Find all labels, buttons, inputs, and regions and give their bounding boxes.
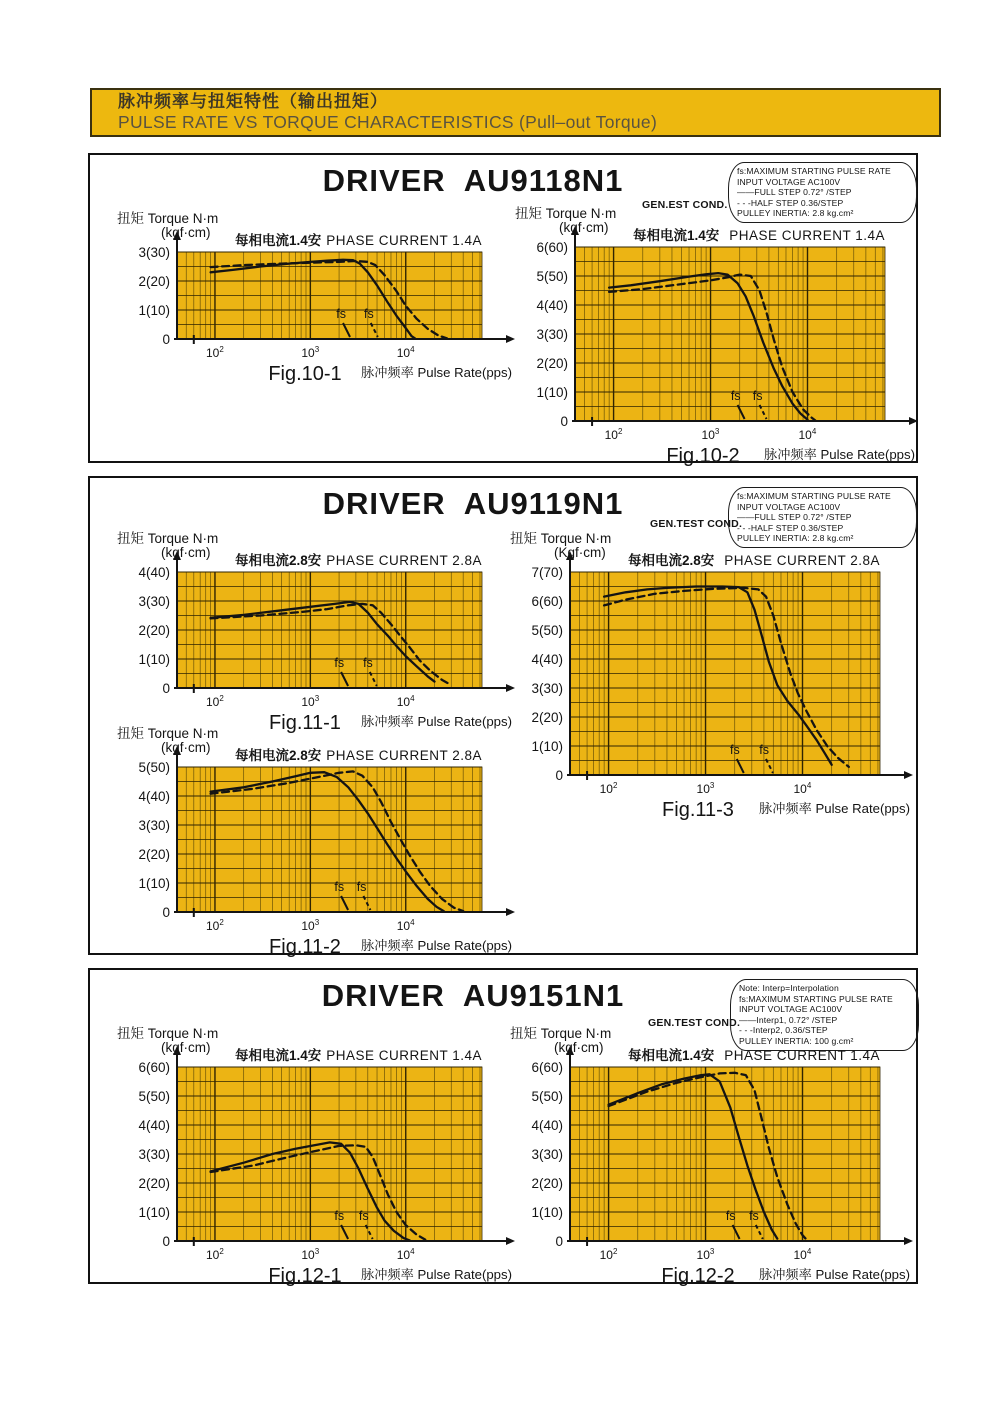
svg-text:0: 0 — [560, 414, 568, 429]
x-tick-labels — [206, 345, 415, 360]
fs-label: fs — [336, 307, 347, 321]
svg-text:104: $10^4$ — [396, 1247, 415, 1262]
y-axis-unit-label: (kgf·cm) — [161, 545, 211, 560]
legend-line: fs:MAXIMUM STARTING PULSE RATE — [737, 491, 891, 501]
phase-current-label-cn: 每相电流2.8安 — [235, 553, 322, 568]
y-axis-unit-label: (kgf·cm) — [161, 1040, 211, 1055]
chart-svg — [508, 1025, 918, 1293]
svg-text:1(10): 1(10) — [536, 385, 568, 400]
legend-line: INPUT VOLTAGE AC100V — [737, 176, 841, 187]
chart-fig10-2 — [513, 205, 923, 478]
chart-svg — [513, 205, 923, 473]
x-tick-labels — [206, 918, 415, 933]
y-tick-labels — [536, 240, 568, 429]
fs-label: fs — [730, 389, 741, 403]
svg-text:0: 0 — [555, 768, 563, 783]
svg-text:102: $10^2$ — [599, 1247, 618, 1262]
x-axis-label: 脉冲频率 Pulse Rate(pps) — [759, 1267, 910, 1282]
svg-text:3(30): 3(30) — [536, 327, 568, 342]
gen-cond-label: GEN.TEST COND. — [648, 1017, 741, 1029]
svg-text:6(60): 6(60) — [536, 240, 568, 255]
fs-label: fs — [356, 880, 367, 894]
chart-fig12-1 — [115, 1025, 520, 1298]
svg-text:4(40): 4(40) — [536, 298, 568, 313]
svg-text:103: $10^3$ — [301, 918, 320, 933]
y-tick-labels — [138, 245, 170, 347]
phase-current-label-cn: 每相电流1.4安 — [235, 1048, 322, 1063]
svg-text:103: $10^3$ — [696, 781, 715, 796]
y-tick-labels — [138, 1060, 170, 1249]
x-axis-label: 脉冲频率 Pulse Rate(pps) — [361, 1267, 512, 1282]
svg-text:102: $10^2$ — [205, 345, 224, 360]
svg-text:102: $10^2$ — [205, 1247, 224, 1262]
svg-text:4(40): 4(40) — [531, 1118, 563, 1133]
svg-text:1(10): 1(10) — [138, 876, 170, 891]
header-title-en: PULSE RATE VS TORQUE CHARACTERISTICS (Pull–out Torque) — [118, 112, 658, 132]
y-axis-label: 扭矩 Torque N·m — [117, 211, 219, 226]
fs-label: fs — [358, 1209, 369, 1223]
svg-text:1(10): 1(10) — [138, 652, 170, 667]
x-axis-label: 脉冲频率 Pulse Rate(pps) — [759, 801, 910, 816]
svg-text:3(30): 3(30) — [531, 1147, 563, 1162]
fs-label: fs — [364, 307, 374, 321]
svg-text:104: $10^4$ — [396, 694, 415, 709]
legend-line: PULLEY INERTIA: 2.8 kg.cm² — [737, 533, 854, 544]
legend-line: PULLEY INERTIA: 100 g.cm² — [739, 1035, 854, 1046]
svg-text:0: 0 — [162, 905, 170, 920]
phase-current-label-cn: 每相电流2.8安 — [235, 748, 322, 763]
svg-text:102: $10^2$ — [604, 427, 623, 442]
svg-text:2(20): 2(20) — [138, 1176, 170, 1191]
legend-line: ——FULL STEP 0.72° /STEP — [737, 187, 852, 198]
figure-caption: Fig.10-1 — [268, 363, 342, 385]
phase-current-label-en: PHASE CURRENT 2.8A — [326, 553, 482, 568]
svg-text:3(30): 3(30) — [138, 245, 170, 260]
svg-text:5(50): 5(50) — [531, 623, 563, 638]
legend-line: fs:MAXIMUM STARTING PULSE RATE — [737, 166, 891, 176]
phase-current-label-cn: 每相电流1.4安 — [628, 1048, 715, 1063]
svg-text:6(60): 6(60) — [531, 1060, 563, 1075]
x-axis-arrow — [909, 417, 918, 425]
svg-text:102: $10^2$ — [205, 694, 224, 709]
y-axis-unit-label: (kgf·cm) — [161, 225, 211, 240]
section-driver-au9118n1 — [88, 153, 918, 467]
svg-text:5(50): 5(50) — [531, 1089, 563, 1104]
section-driver-au9119n1 — [88, 476, 918, 958]
svg-text:5(50): 5(50) — [138, 760, 170, 775]
legend-line: Note: Interp=Interpolation — [739, 983, 839, 993]
svg-text:102: $10^2$ — [599, 781, 618, 796]
chart-fig12-2 — [508, 1025, 918, 1298]
fs-label: fs — [749, 1209, 759, 1223]
phase-current-label-en: PHASE CURRENT 2.8A — [326, 748, 482, 763]
y-axis-label: 扭矩 Torque N·m — [117, 726, 219, 741]
gen-cond-label: GEN.TEST COND. — [650, 518, 743, 530]
svg-text:4(40): 4(40) — [138, 565, 170, 580]
figure-caption: Fig.12-2 — [661, 1265, 735, 1287]
driver-title: DRIVER AU9119N1 — [322, 486, 624, 521]
y-axis-label: 扭矩 Torque N·m — [515, 206, 617, 221]
legend-line: PULLEY INERTIA: 2.8 kg.cm² — [737, 208, 854, 219]
svg-text:3(30): 3(30) — [138, 1147, 170, 1162]
chart-fig11-2 — [115, 725, 520, 969]
svg-text:5(50): 5(50) — [536, 269, 568, 284]
phase-current-label-en: PHASE CURRENT 2.8A — [724, 553, 880, 568]
fs-label: fs — [752, 389, 763, 403]
fs-label: fs — [334, 1209, 345, 1223]
phase-current-label-en: PHASE CURRENT 1.4A — [326, 1048, 482, 1063]
phase-current-label-en: PHASE CURRENT 1.4A — [326, 233, 482, 248]
svg-text:6(60): 6(60) — [531, 594, 563, 609]
phase-current-label-en: PHASE CURRENT 1.4A — [724, 1048, 880, 1063]
gen-cond-label: GEN.EST COND. — [642, 199, 728, 211]
svg-text:6(60): 6(60) — [138, 1060, 170, 1075]
svg-text:3(30): 3(30) — [138, 818, 170, 833]
svg-text:2(20): 2(20) — [138, 274, 170, 289]
svg-text:3(30): 3(30) — [531, 681, 563, 696]
svg-text:103: $10^3$ — [696, 1247, 715, 1262]
svg-text:7(70): 7(70) — [531, 565, 563, 580]
chart-svg — [115, 210, 520, 391]
svg-text:1(10): 1(10) — [531, 739, 563, 754]
y-axis-unit-label: (kgf·cm) — [559, 220, 609, 235]
figure-caption: Fig.12-1 — [268, 1265, 342, 1287]
legend-line: fs:MAXIMUM STARTING PULSE RATE — [739, 993, 893, 1004]
legend-line: ——Interp1, 0.72° /STEP — [739, 1014, 838, 1025]
x-axis-arrow — [506, 908, 515, 916]
legend-line: INPUT VOLTAGE AC100V — [737, 501, 841, 512]
chart-svg — [115, 725, 520, 964]
fs-label: fs — [730, 743, 740, 757]
svg-text:103: $10^3$ — [701, 427, 720, 442]
figure-caption: Fig.11-3 — [662, 799, 734, 821]
page-header-banner — [90, 88, 941, 137]
svg-text:5(50): 5(50) — [138, 1089, 170, 1104]
x-axis-label: 脉冲频率 Pulse Rate(pps) — [361, 714, 512, 729]
svg-text:102: $10^2$ — [205, 918, 224, 933]
legend-line: - - -HALF STEP 0.36/STEP — [737, 522, 844, 533]
svg-text:3(30): 3(30) — [138, 594, 170, 609]
svg-text:103: $10^3$ — [301, 1247, 320, 1262]
svg-text:1(10): 1(10) — [138, 1205, 170, 1220]
y-axis-unit-label: (kgf·cm) — [554, 1040, 604, 1055]
y-axis-unit-label: (Kgf·cm) — [554, 545, 606, 560]
svg-text:0: 0 — [162, 681, 170, 696]
chart-fig11-1 — [115, 530, 520, 745]
x-tick-labels — [600, 781, 812, 796]
svg-text:1(10): 1(10) — [531, 1205, 563, 1220]
header-title-cn: 脉冲频率与扭矩特性（输出扭矩） — [118, 92, 388, 111]
svg-text:0: 0 — [162, 1234, 170, 1249]
x-axis-label: 脉冲频率 Pulse Rate(pps) — [361, 365, 512, 380]
fs-label: fs — [334, 880, 345, 894]
svg-text:104: $10^4$ — [396, 345, 415, 360]
svg-text:2(20): 2(20) — [138, 847, 170, 862]
svg-text:104: $10^4$ — [798, 427, 817, 442]
svg-text:0: 0 — [555, 1234, 563, 1249]
svg-text:103: $10^3$ — [301, 694, 320, 709]
fs-label: fs — [334, 656, 345, 670]
chart-svg — [115, 530, 520, 740]
x-axis-label: 脉冲频率 Pulse Rate(pps) — [764, 447, 915, 462]
x-axis-label: 脉冲频率 Pulse Rate(pps) — [361, 938, 512, 953]
x-tick-labels — [206, 1247, 415, 1262]
svg-text:104: $10^4$ — [793, 781, 812, 796]
svg-text:2(20): 2(20) — [138, 623, 170, 638]
y-tick-labels — [531, 1060, 563, 1249]
x-tick-labels — [600, 1247, 812, 1262]
chart-svg — [508, 530, 918, 827]
y-tick-labels — [138, 760, 170, 920]
x-tick-labels — [605, 427, 817, 442]
figure-caption: Fig.11-2 — [269, 936, 341, 958]
y-axis-label: 扭矩 Torque N·m — [117, 1026, 219, 1041]
y-tick-labels — [531, 565, 563, 783]
y-axis-label: 扭矩 Torque N·m — [510, 531, 612, 546]
x-axis-arrow — [904, 1237, 913, 1245]
y-axis-label: 扭矩 Torque N·m — [510, 1026, 612, 1041]
figure-caption: Fig.10-2 — [666, 445, 740, 467]
x-tick-labels — [206, 694, 415, 709]
chart-fig11-3 — [508, 530, 918, 832]
svg-text:2(20): 2(20) — [536, 356, 568, 371]
svg-text:4(40): 4(40) — [138, 789, 170, 804]
fs-label: fs — [363, 656, 373, 670]
chart-svg — [115, 1025, 520, 1293]
svg-text:4(40): 4(40) — [531, 652, 563, 667]
driver-title: DRIVER AU9118N1 — [322, 163, 624, 198]
chart-fig10-1 — [115, 210, 520, 396]
svg-text:2(20): 2(20) — [531, 1176, 563, 1191]
svg-text:2(20): 2(20) — [531, 710, 563, 725]
legend-line: - - -HALF STEP 0.36/STEP — [737, 197, 844, 208]
phase-current-label-cn: 每相电流2.8安 — [628, 553, 715, 568]
driver-title: DRIVER AU9151N1 — [321, 978, 625, 1013]
x-axis-arrow — [904, 771, 913, 779]
y-axis-unit-label: (kgf·cm) — [161, 740, 211, 755]
phase-current-label-en: PHASE CURRENT 1.4A — [729, 228, 885, 243]
phase-current-label-cn: 每相电流1.4安 — [633, 228, 720, 243]
legend-line: ——FULL STEP 0.72° /STEP — [737, 512, 852, 523]
svg-text:104: $10^4$ — [396, 918, 415, 933]
legend-line: - - -Interp2, 0.36/STEP — [739, 1025, 828, 1036]
section-driver-au9151n1 — [88, 968, 918, 1287]
legend-line: INPUT VOLTAGE AC100V — [739, 1004, 843, 1015]
fs-label: fs — [725, 1209, 736, 1223]
svg-text:1(10): 1(10) — [138, 303, 170, 318]
fs-label: fs — [759, 743, 769, 757]
figure-caption: Fig.11-1 — [269, 712, 341, 734]
svg-text:103: $10^3$ — [301, 345, 320, 360]
phase-current-label-cn: 每相电流1.4安 — [235, 233, 322, 248]
svg-text:104: $10^4$ — [793, 1247, 812, 1262]
y-axis-label: 扭矩 Torque N·m — [117, 531, 219, 546]
svg-text:0: 0 — [162, 332, 170, 347]
svg-text:4(40): 4(40) — [138, 1118, 170, 1133]
y-tick-labels — [138, 565, 170, 696]
